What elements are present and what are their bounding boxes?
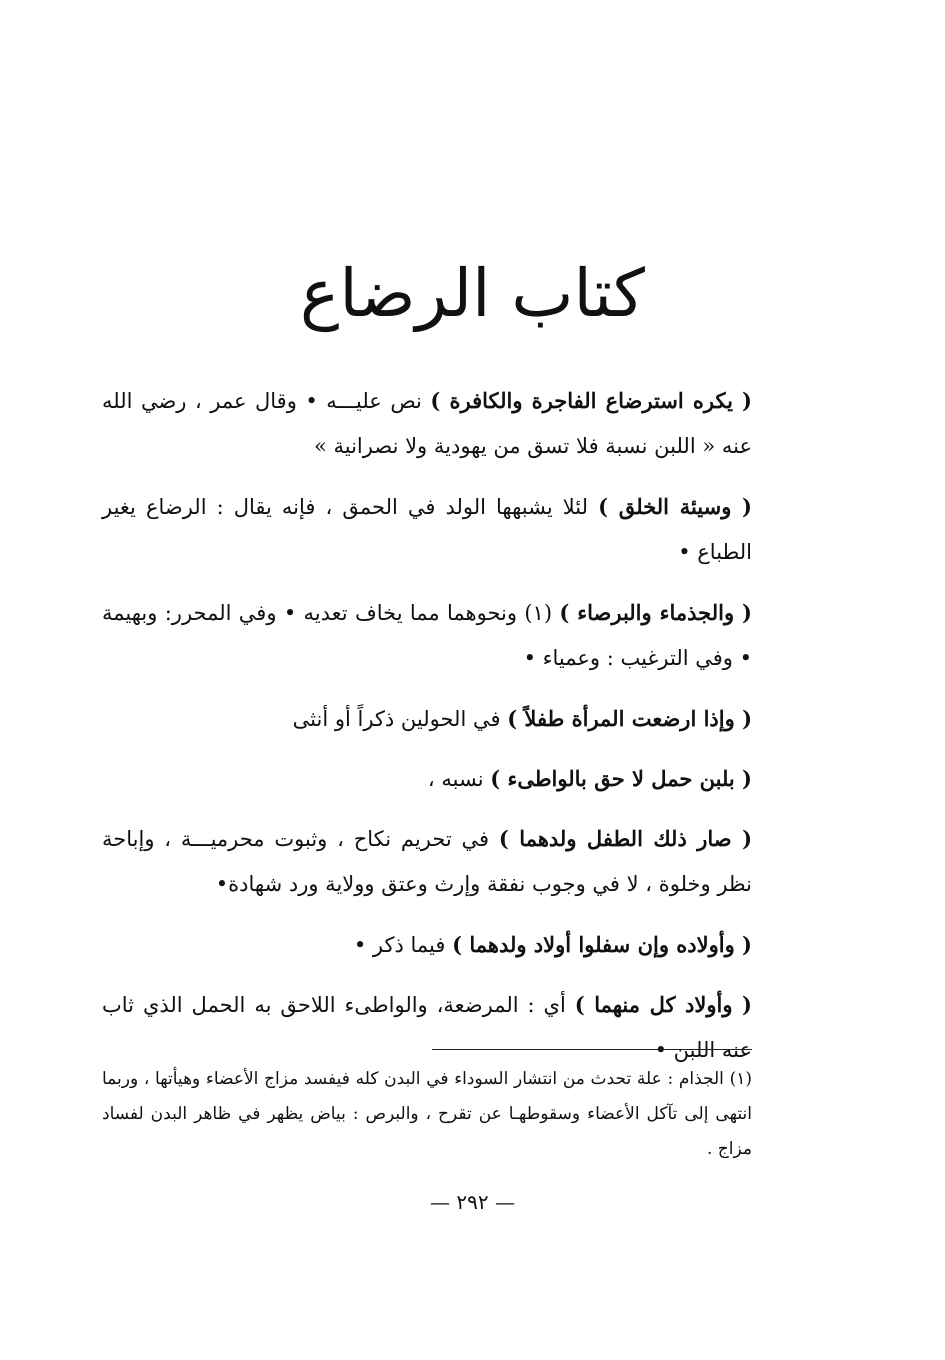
- paragraph-5: [102, 756, 752, 802]
- commentary-3: (١) ونحوهما مما يخاف تعديه • وفي المحرر: وبهيمة • وفي الترغيب : وعمياء •: [102, 601, 752, 670]
- commentary-6: في تحريم نكاح ، وثبوت محرميـــة ، وإباحة نظر وخلوة ، لا في وجوب نفقة وإرث وعتق وولاية ورد شهادة•: [102, 827, 752, 896]
- commentary-2: لئلا يشبهها الولد في الحمق ، فإنه يقال : الرضاع يغير الطباع •: [102, 495, 752, 564]
- footnote: (١) الجذام : علة تحدث من انتشار السوداء في البدن كله فيفسد مزاج الأعضاء وهيأتها ، وربما انتهى إلى تآكل الأعضاء وسقوطهـا عن تقرح ، والبرص : بياض يظهر في ظاهر البدن لفساد مزاج .: [102, 1069, 752, 1159]
- commentary-8: أي : المرضعة، والواطىء اللاحق به الحمل الذي ثاب عنه اللبن •: [102, 993, 752, 1062]
- commentary-1: نص عليـــه • وقال عمر ، رضي الله عنه « اللبن نسبة فلا تسق من يهودية ولا نصرانية »: [102, 389, 752, 458]
- lemma-3: ( والجذماء والبرصاء ): [559, 600, 752, 625]
- paragraph-4: [102, 696, 752, 742]
- lemma-1: ( يكره استرضاع الفاجرة والكافرة ): [430, 388, 752, 413]
- commentary-5: نسبه ،: [427, 767, 491, 791]
- commentary-7: فيما ذكر •: [353, 933, 453, 957]
- lemma-7: ( وأولاده وإن سفلوا أولاد ولدهما ): [452, 932, 752, 957]
- paragraph-2: [102, 484, 752, 575]
- paragraph-7: [102, 922, 752, 968]
- page-number: — ٢٩٢ —: [430, 1190, 515, 1214]
- commentary-4: في الحولين ذكراً أو أنثى: [292, 707, 508, 731]
- lemma-2: ( وسيئة الخلق ): [598, 494, 752, 519]
- lemma-4: ( وإذا ارضعت المرأة طفلاً ): [507, 706, 752, 731]
- paragraph-8: [102, 982, 752, 1073]
- paragraph-3: [102, 590, 752, 681]
- footnote-divider: [432, 1049, 752, 1050]
- paragraph-6: [102, 816, 752, 907]
- lemma-8: ( وأولاد كل منهما ): [574, 992, 752, 1017]
- lemma-6: ( صار ذلك الطفل ولدهما ): [498, 826, 752, 851]
- paragraph-1: [102, 378, 752, 469]
- main-text: [102, 378, 752, 1088]
- lemma-5: ( بلبن حمل لا حق بالواطىء ): [490, 766, 752, 791]
- chapter-title: كتاب الرضاع: [300, 255, 645, 332]
